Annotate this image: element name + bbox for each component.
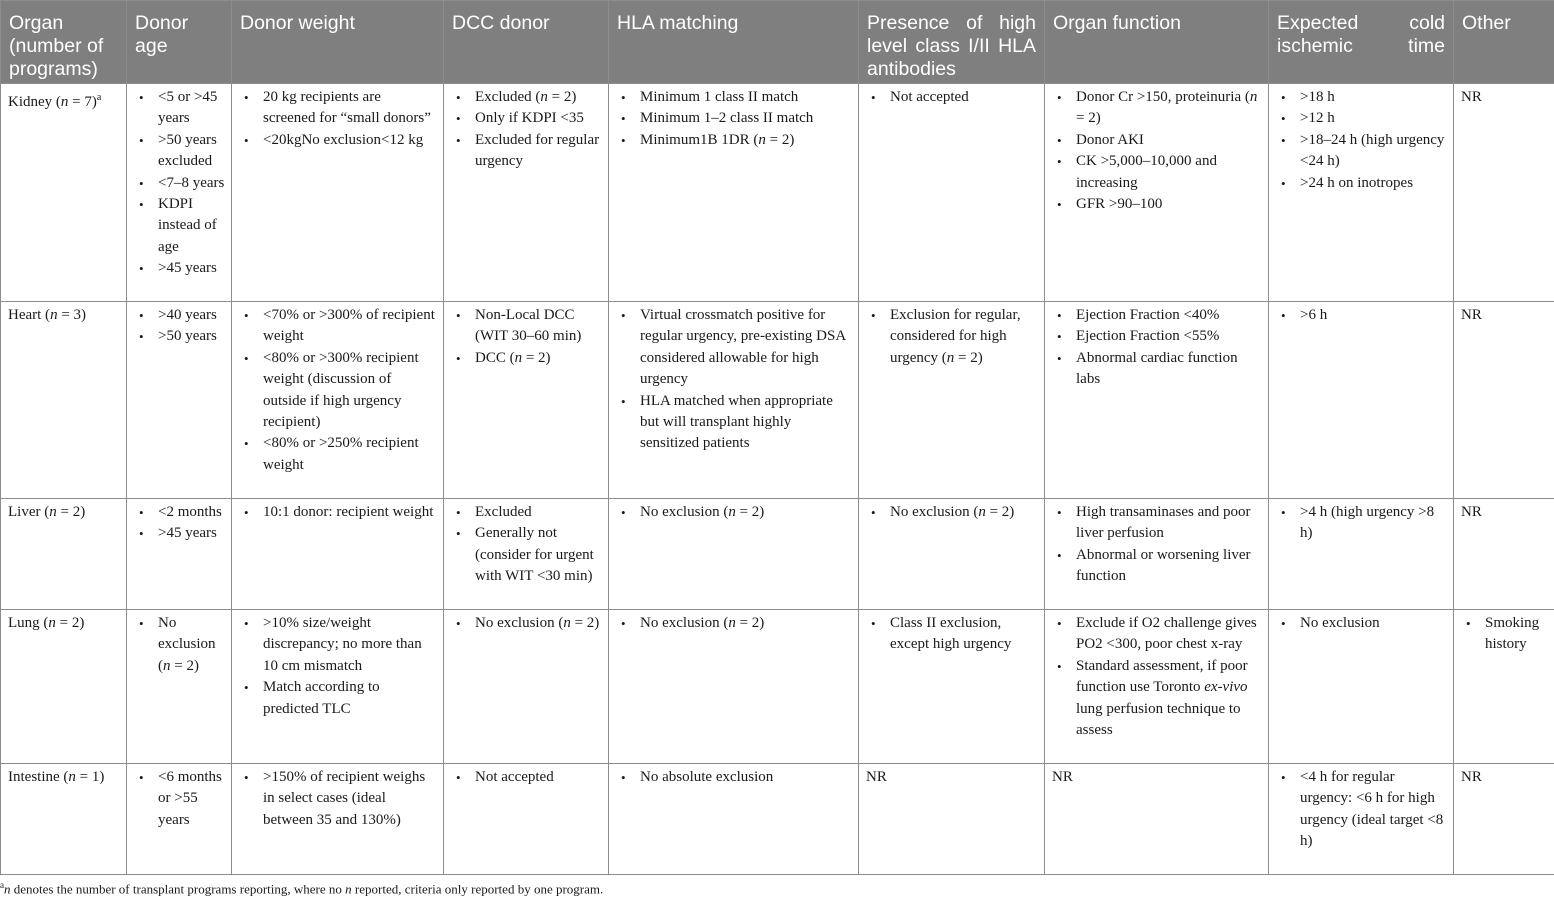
- cell-organ: [1, 84, 127, 302]
- list-item: • <7–8 years: [158, 173, 225, 194]
- list-item: • No exclusion (n = 2): [158, 613, 225, 677]
- cell-organ: [1, 302, 127, 499]
- cell-donor-age: [127, 84, 232, 302]
- cell-other: [1454, 302, 1554, 499]
- list-item: • <80% or >300% recipient weight (discussion of outside if high urgency recipient): [263, 348, 437, 434]
- cell-list: [239, 305, 437, 476]
- list-item: • Excluded (n = 2): [475, 87, 602, 108]
- cell-cold-ischemic: [1269, 84, 1454, 302]
- cell-cold-ischemic: [1269, 302, 1454, 499]
- cell-text: NR: [1461, 769, 1482, 785]
- list-item: • No exclusion (n = 2): [640, 502, 852, 523]
- cell-text: NR: [1461, 307, 1482, 323]
- cell-donor-weight: [232, 302, 444, 499]
- list-item: • Virtual crossmatch positive for regular urgency, pre-existing DSA considered allowable for high urgency: [640, 305, 852, 391]
- list-item: • <6 months or >55 years: [158, 767, 225, 831]
- list-item: • CK >5,000–10,000 and increasing: [1076, 151, 1262, 194]
- list-item: • <80% or >250% recipient weight: [263, 433, 437, 476]
- list-item: • No absolute exclusion: [640, 767, 852, 788]
- list-item: • >12 h: [1300, 108, 1447, 129]
- cell-text: Heart (n = 3): [8, 307, 87, 323]
- list-item: • No exclusion: [1300, 613, 1447, 634]
- list-item: • Ejection Fraction <55%: [1076, 326, 1262, 347]
- list-item: • >6 h: [1300, 305, 1447, 326]
- cell-list: [239, 87, 437, 151]
- cell-text: NR: [866, 769, 887, 785]
- list-item: • Ejection Fraction <40%: [1076, 305, 1262, 326]
- cell-antibodies: [859, 610, 1045, 764]
- header-hla-matching: HLA matching: [609, 1, 859, 84]
- list-item: • Minimum1B 1DR (n = 2): [640, 130, 852, 151]
- cell-list: [239, 613, 437, 720]
- cell-list: [866, 613, 1038, 656]
- header-cold-ischemic: [1269, 1, 1454, 84]
- header-antibodies: [859, 1, 1045, 84]
- cell-list: [616, 613, 852, 634]
- header-donor-weight: Donor weight: [232, 1, 444, 84]
- list-item: • HLA matched when appropriate but will transplant highly sensitized patients: [640, 391, 852, 455]
- cell-hla-matching: [609, 499, 859, 610]
- cell-organ: [1, 764, 127, 875]
- cell-list: [1461, 613, 1548, 656]
- cell-list: [866, 502, 1038, 523]
- list-item: • <4 h for regular urgency: <6 h for high urgency (ideal target <8 h): [1300, 767, 1447, 853]
- cell-dcc-donor: [444, 84, 609, 302]
- list-item: • Class II exclusion, except high urgency: [890, 613, 1038, 656]
- cell-list: [451, 767, 602, 788]
- cell-hla-matching: [609, 610, 859, 764]
- cell-donor-age: [127, 610, 232, 764]
- cell-other: [1454, 499, 1554, 610]
- list-item: • No exclusion (n = 2): [640, 613, 852, 634]
- list-item: • >18 h: [1300, 87, 1447, 108]
- cell-list: [134, 305, 225, 348]
- list-item: • Minimum 1 class II match: [640, 87, 852, 108]
- header-organ: Organ (number of programs): [1, 1, 127, 84]
- cell-list: [451, 613, 602, 634]
- cell-hla-matching: [609, 302, 859, 499]
- footnote: [0, 880, 1554, 897]
- header-cold-ischemic-text: Expected cold ischemic time: [1277, 12, 1445, 57]
- cell-donor-weight: [232, 499, 444, 610]
- cell-list: [1276, 767, 1447, 853]
- list-item: • >10% size/weight discrepancy; no more than 10 cm mismatch: [263, 613, 437, 677]
- cell-dcc-donor: [444, 610, 609, 764]
- cell-donor-age: [127, 764, 232, 875]
- cell-list: [451, 502, 602, 588]
- header-row: [1, 1, 1554, 84]
- cell-donor-weight: [232, 764, 444, 875]
- cell-donor-weight: [232, 610, 444, 764]
- cell-list: [1276, 502, 1447, 545]
- list-item: • Standard assessment, if poor function use Toronto ex-vivo lung perfusion technique to assess: [1076, 656, 1262, 742]
- cell-antibodies: [859, 764, 1045, 875]
- footnote-marker: a: [96, 92, 102, 103]
- list-item: • KDPI instead of age: [158, 194, 225, 258]
- cell-list: [239, 502, 437, 523]
- list-item: • >24 h on inotropes: [1300, 173, 1447, 194]
- cell-organ-function: [1045, 302, 1269, 499]
- cell-other: [1454, 84, 1554, 302]
- list-item: • >40 years: [158, 305, 225, 326]
- list-item: • Exclude if O2 challenge gives PO2 <300, poor chest x-ray: [1076, 613, 1262, 656]
- cell-cold-ischemic: [1269, 764, 1454, 875]
- cell-list: [1276, 613, 1447, 634]
- cell-other: [1454, 764, 1554, 875]
- cell-organ-function: [1045, 610, 1269, 764]
- table-row: [1, 610, 1554, 764]
- header-other: Other: [1454, 1, 1554, 84]
- cell-antibodies: [859, 84, 1045, 302]
- list-item: • Donor AKI: [1076, 130, 1262, 151]
- table-row: [1, 84, 1554, 302]
- list-item: • GFR >90–100: [1076, 194, 1262, 215]
- cell-hla-matching: [609, 764, 859, 875]
- cell-cold-ischemic: [1269, 499, 1454, 610]
- list-item: • Excluded for regular urgency: [475, 130, 602, 173]
- cell-list: [1276, 305, 1447, 326]
- list-item: • Only if KDPI <35: [475, 108, 602, 129]
- list-item: • No exclusion (n = 2): [475, 613, 602, 634]
- cell-list: [866, 305, 1038, 369]
- cell-other: [1454, 610, 1554, 764]
- cell-donor-age: [127, 302, 232, 499]
- cell-list: [134, 613, 225, 677]
- cell-dcc-donor: [444, 499, 609, 610]
- cell-text: NR: [1461, 89, 1482, 105]
- cell-list: [1052, 87, 1262, 215]
- cell-list: [616, 767, 852, 788]
- list-item: • Smoking history: [1485, 613, 1548, 656]
- cell-text: Kidney (n = 7): [8, 94, 97, 110]
- list-item: • <5 or >45 years: [158, 87, 225, 130]
- cell-list: [1052, 305, 1262, 391]
- cell-list: [616, 305, 852, 455]
- table-row: [1, 499, 1554, 610]
- cell-list: [134, 502, 225, 545]
- list-item: • Abnormal cardiac function labs: [1076, 348, 1262, 391]
- list-item: • <20kgNo exclusion<12 kg: [263, 130, 437, 151]
- cell-cold-ischemic: [1269, 610, 1454, 764]
- list-item: • >45 years: [158, 523, 225, 544]
- cell-list: [866, 87, 1038, 108]
- list-item: • Not accepted: [890, 87, 1038, 108]
- list-item: • >18–24 h (high urgency <24 h): [1300, 130, 1447, 173]
- cell-list: [451, 87, 602, 173]
- cell-donor-age: [127, 499, 232, 610]
- list-item: • Match according to predicted TLC: [263, 677, 437, 720]
- cell-antibodies: [859, 499, 1045, 610]
- list-item: • Minimum 1–2 class II match: [640, 108, 852, 129]
- cell-list: [239, 767, 437, 831]
- list-item: • No exclusion (n = 2): [890, 502, 1038, 523]
- cell-list: [134, 767, 225, 831]
- list-item: • Generally not (consider for urgent with WIT <30 min): [475, 523, 602, 587]
- cell-antibodies: [859, 302, 1045, 499]
- list-item: • <70% or >300% of recipient weight: [263, 305, 437, 348]
- cell-donor-weight: [232, 84, 444, 302]
- cell-list: [616, 502, 852, 523]
- header-organ-function: Organ function: [1045, 1, 1269, 84]
- list-item: • Donor Cr >150, proteinuria (n = 2): [1076, 87, 1262, 130]
- list-item: • High transaminases and poor liver perfusion: [1076, 502, 1262, 545]
- cell-list: [616, 87, 852, 151]
- cell-text: Liver (n = 2): [8, 504, 86, 520]
- list-item: • Not accepted: [475, 767, 602, 788]
- list-item: • Exclusion for regular, considered for high urgency (n = 2): [890, 305, 1038, 369]
- cell-list: [1052, 613, 1262, 741]
- list-item: • Abnormal or worsening liver function: [1076, 545, 1262, 588]
- footnote-text: n denotes the number of transplant programs reporting, where no n reported, criteria only reported by one program.: [4, 881, 604, 897]
- list-item: • DCC (n = 2): [475, 348, 602, 369]
- list-item: • 20 kg recipients are screened for “small donors”: [263, 87, 437, 130]
- list-item: • >4 h (high urgency >8 h): [1300, 502, 1447, 545]
- list-item: • Non-Local DCC (WIT 30–60 min): [475, 305, 602, 348]
- table-row: [1, 302, 1554, 499]
- list-item: • >45 years: [158, 258, 225, 279]
- list-item: • >50 years: [158, 326, 225, 347]
- cell-organ-function: [1045, 764, 1269, 875]
- cell-hla-matching: [609, 84, 859, 302]
- cell-text: NR: [1461, 504, 1482, 520]
- cell-organ-function: [1045, 499, 1269, 610]
- list-item: • >50 years excluded: [158, 130, 225, 173]
- cell-organ: [1, 610, 127, 764]
- cell-organ: [1, 499, 127, 610]
- list-item: • >150% of recipient weighs in select cases (ideal between 35 and 130%): [263, 767, 437, 831]
- cell-text: NR: [1052, 769, 1073, 785]
- header-dcc-donor: DCC donor: [444, 1, 609, 84]
- cell-list: [451, 305, 602, 369]
- cell-dcc-donor: [444, 302, 609, 499]
- cell-text: Lung (n = 2): [8, 615, 85, 631]
- cell-dcc-donor: [444, 764, 609, 875]
- list-item: • Excluded: [475, 502, 602, 523]
- cell-list: [134, 87, 225, 280]
- cell-list: [1276, 87, 1447, 194]
- cell-text: Intestine (n = 1): [8, 769, 105, 785]
- footnote-marker: a: [0, 880, 4, 890]
- table-row: [1, 764, 1554, 875]
- header-donor-age: Donor age: [127, 1, 232, 84]
- list-item: • 10:1 donor: recipient weight: [263, 502, 437, 523]
- header-antibodies-text: Presence of high level class I/II HLA antibodies: [867, 12, 1036, 80]
- cell-list: [1052, 502, 1262, 588]
- list-item: • <2 months: [158, 502, 225, 523]
- cell-organ-function: [1045, 84, 1269, 302]
